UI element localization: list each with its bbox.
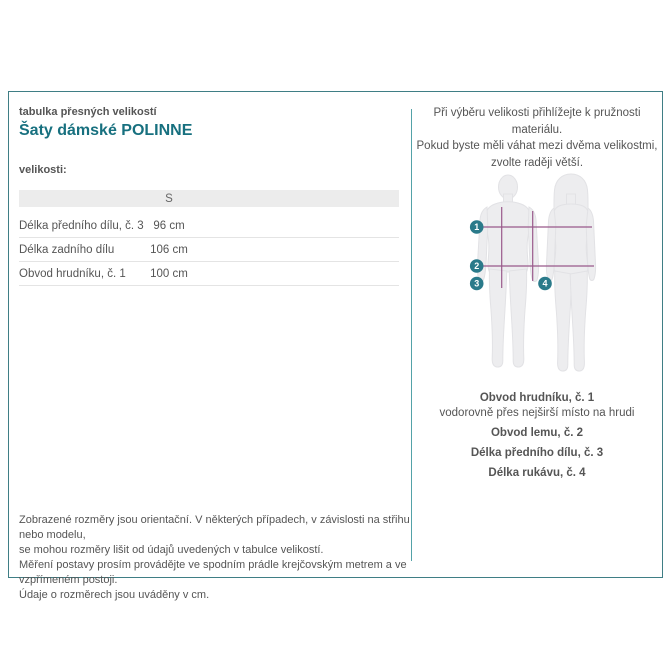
table-row (19, 262, 399, 286)
body-silhouette-front (477, 175, 538, 367)
table-row (19, 238, 399, 262)
legend-title: Délka rukávu, č. 4 (488, 467, 586, 479)
sizes-label: velikosti: (19, 164, 67, 176)
measurement-diagram (451, 164, 661, 384)
product-title: Šaty dámské POLINNE (19, 122, 193, 139)
note-line: Měření postavy prosím provádějte ve spodním prádle krejčovským metrem a ve vzpřímeném postoji. (19, 559, 407, 586)
body-silhouette-back (546, 174, 595, 371)
size-advice (412, 105, 662, 171)
legend-title: Obvod lemu, č. 2 (490, 427, 584, 439)
note-line: se mohou rozměry lišit od údajů uvedených v tabulce velikostí. (19, 544, 324, 556)
marker-1 (470, 220, 484, 234)
svg-text:4: 4 (542, 278, 548, 289)
advice-line: Při výběru velikosti přihlížejte k pružnosti materiálu. (433, 107, 641, 136)
size-column-header: S (165, 192, 173, 205)
table-eyebrow: tabulka přesných velikostí (19, 106, 157, 118)
svg-text:2: 2 (474, 261, 480, 272)
measurement-label: Délka zadního dílu (19, 243, 115, 256)
svg-text:1: 1 (474, 222, 480, 233)
measurement-legend (412, 391, 662, 486)
left-panel (19, 92, 411, 601)
legend-title: Délka předního dílu, č. 3 (470, 447, 604, 459)
measurement-value: 106 cm (150, 243, 188, 256)
marker-3 (470, 277, 484, 291)
legend-item (412, 391, 662, 421)
disclaimer-notes (19, 513, 411, 603)
table-row (19, 214, 399, 238)
legend-item (412, 446, 662, 461)
advice-line: Pokud byste měli váhat mezi dvěma velikostmi, (416, 140, 658, 152)
legend-title: Obvod hrudníku, č. 1 (479, 392, 595, 404)
measurement-label: Délka předního dílu, č. 3 (19, 219, 144, 232)
content-frame (8, 91, 663, 601)
size-table-header-row (19, 190, 399, 207)
measurement-value: 96 cm (153, 219, 185, 232)
measurement-value: 100 cm (150, 267, 188, 280)
note-line: Zobrazené rozměry jsou orientační. V některých případech, v závislosti na střihu nebo modelu, (19, 514, 410, 541)
right-panel (412, 92, 662, 577)
note-line: Údaje o rozměrech jsou uváděny v cm. (19, 589, 210, 601)
legend-item (412, 466, 662, 481)
legend-item (412, 426, 662, 441)
advice-line: zvolte raději větší. (490, 156, 584, 169)
marker-4 (538, 277, 552, 291)
svg-text:3: 3 (474, 278, 480, 289)
marker-2 (470, 259, 484, 273)
legend-subtitle: vodorovně přes nejširší místo na hrudi (439, 407, 635, 419)
size-table (19, 190, 399, 286)
measurement-label: Obvod hrudníku, č. 1 (19, 267, 126, 280)
